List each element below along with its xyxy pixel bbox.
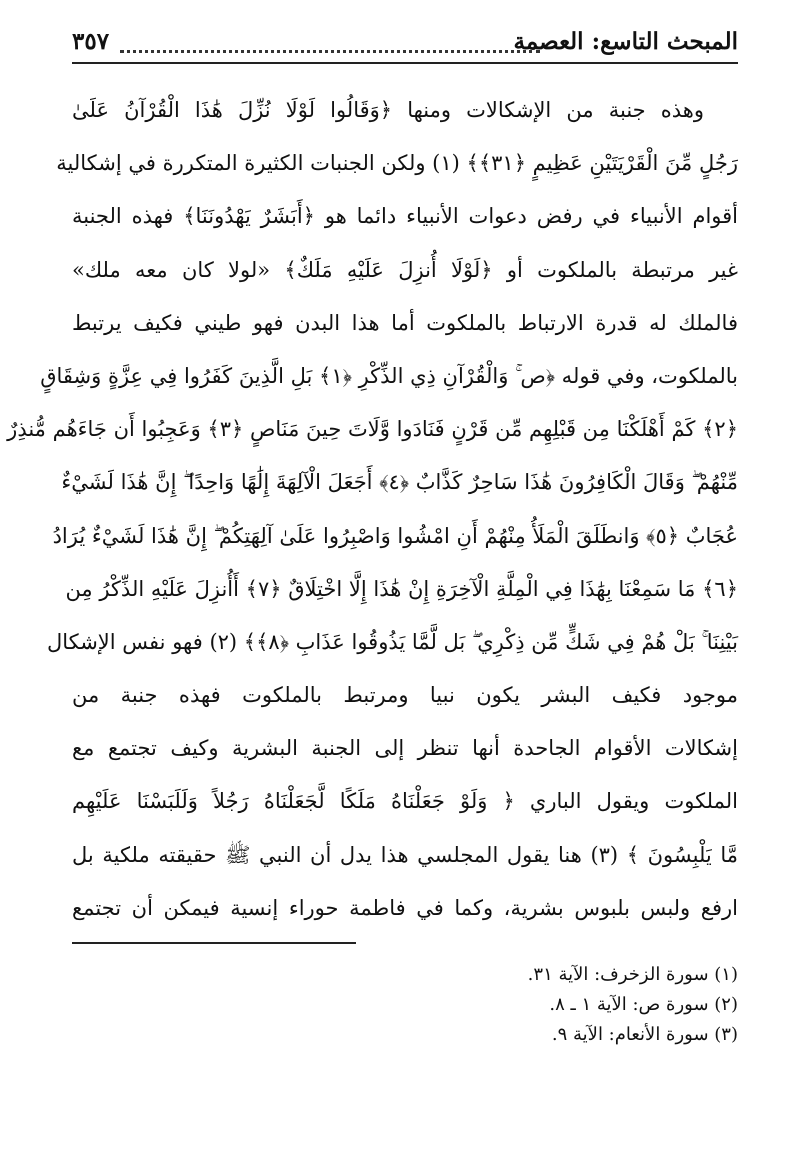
chapter-title: المبحث التاسع: العصمة (513, 28, 738, 55)
book-page (7, 28, 738, 1138)
body-line: رَجُلٍ مِّنَ الْقَرْيَتَيْنِ عَظِيمٍ ﴿٣١﴾﴾ (١) ولكن الجنبات الكثيرة المتكررة في إشكالية (56, 151, 738, 176)
body-line: مَّا يَلْبِسُونَ ﴾ (٣) هنا يقول المجلسي هذا يدل أن النبي ﷺ حقيقته ملكية بل (72, 842, 738, 867)
body-line: ﴿٦﴾ مَا سَمِعْنَا بِهَٰذَا فِي الْمِلَّةِ الْآخِرَةِ إِنْ هَٰذَا إِلَّا اخْتِلَاقٌ ﴿٧﴾ أَأُنزِلَ عَلَيْهِ الذِّكْرُ مِن (65, 576, 738, 601)
body-line: مِّنْهُمْ ۖ وَقَالَ الْكَافِرُونَ هَٰذَا سَاحِرٌ كَذَّابٌ ﴿٤﴾ أَجَعَلَ الْآلِهَةَ إِلَٰهًا وَاحِدًا ۖ إِنَّ هَٰذَا لَشَيْءٌ (61, 470, 738, 495)
footnote: (٣) سورة الأنعام: الآية ٩. (551, 1024, 738, 1045)
body-line: ارفع ولبس بلبوس بشرية، وكما في فاطمة حوراء إنسية فيمكن أن تجتمع (72, 895, 738, 920)
footnote-separator (72, 942, 356, 944)
body-text (7, 84, 738, 935)
body-line: غير مرتبطة بالملكوت أو ﴿لَوْلَا أُنزِلَ عَلَيْهِ مَلَكٌ﴾ «لولا كان معه ملك» (72, 257, 738, 282)
body-line: موجود فكيف البشر يكون نبيا ومرتبط بالملكوت فهذه جنبة من (72, 683, 738, 708)
body-line: وهذه جنبة من الإشكالات ومنها ﴿وَقَالُوا لَوْلَا نُزِّلَ هَٰذَا الْقُرْآنُ عَلَىٰ (72, 98, 704, 122)
header-dot-leader (120, 34, 540, 53)
body-line: بالملكوت، وفي قوله ﴿ص ۚ وَالْقُرْآنِ ذِي الذِّكْرِ ﴿١﴾ بَلِ الَّذِينَ كَفَرُوا فِي عِزَّةٍ وَشِقَاقٍ (40, 363, 738, 388)
footnote: (١) سورة الزخرف: الآية ٣١. (527, 964, 738, 985)
running-header (72, 28, 738, 64)
body-line: أقوام الأنبياء في رفض دعوات الأنبياء دائما هو ﴿أَبَشَرٌ يَهْدُونَنَا﴾ فهذه الجنبة (72, 204, 738, 229)
body-line: الملكوت ويقول الباري ﴿ وَلَوْ جَعَلْنَاهُ مَلَكًا لَّجَعَلْنَاهُ رَجُلاً وَلَلَبَسْنَا عَلَيْهِم (72, 789, 738, 814)
body-line: ﴿٢﴾ كَمْ أَهْلَكْنَا مِن قَبْلِهِم مِّن قَرْنٍ فَنَادَوا وَّلَاتَ حِينَ مَنَاصٍ ﴿٣﴾ وَعَجِبُوا أَن جَاءَهُم مُّنذِرٌ (7, 417, 738, 442)
body-line: عُجَابٌ ﴿٥﴾ وَانطَلَقَ الْمَلَأُ مِنْهُمْ أَنِ امْشُوا وَاصْبِرُوا عَلَىٰ آلِهَتِكُمْ ۖ إِنَّ هَٰذَا لَشَيْءٌ يُرَادُ (52, 523, 738, 548)
footnotes (72, 960, 738, 1050)
footnote: (٢) سورة ص: الآية ١ ـ ٨. (549, 994, 738, 1015)
body-line: بَيْنِنَا ۚ بَلْ هُمْ فِي شَكٍّ مِّن ذِكْرِي ۖ بَل لَّمَّا يَذُوقُوا عَذَابِ ﴿٨﴾﴾ (٢) فهو نفس الإشكال (46, 629, 738, 654)
body-line: إشكالات الأقوام الجاحدة أنها تنظر إلى الجنبة البشرية وكيف تجتمع مع (72, 736, 738, 761)
page-number: ٣٥٧ (72, 28, 110, 55)
body-line: فالملك له قدرة الارتباط بالملكوت أما هذا البدن فهو طيني فكيف يرتبط (72, 310, 738, 335)
